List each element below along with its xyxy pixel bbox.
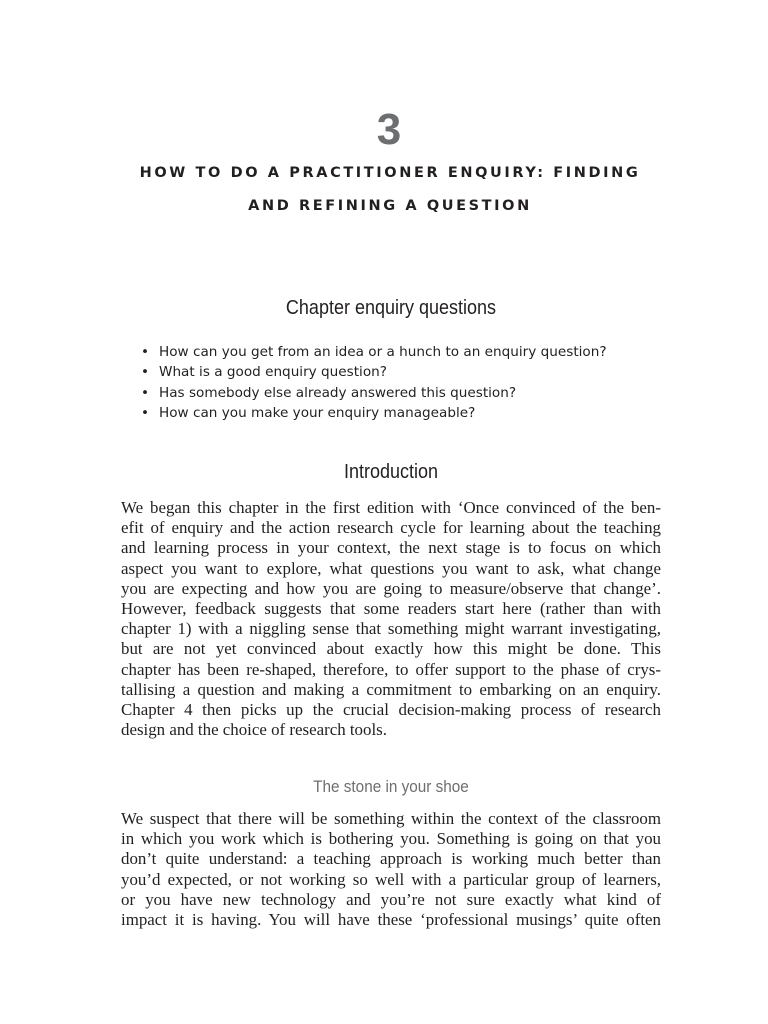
text-line: don’t quite understand: a teaching approach is working much better than — [121, 849, 661, 869]
enquiry-questions-heading: Chapter enquiry questions — [285, 297, 497, 319]
text-line: in which you work which is bothering you. Something is going on that you — [121, 829, 661, 849]
bullet-icon: • — [141, 364, 150, 381]
chapter-number: 3 — [376, 105, 402, 154]
list-item — [139, 342, 659, 362]
text-line: you are expecting and how you are going to measure/observe that change’. — [121, 578, 661, 598]
bullet-icon: • — [141, 344, 150, 360]
list-item — [139, 362, 659, 382]
text-line: you’d expected, or not working so well with a particular group of learners, — [121, 869, 661, 889]
bullet-icon: • — [141, 404, 150, 421]
list-item-text: How can you make your enquiry manageable? — [159, 404, 476, 421]
text-line: impact it is having. You will have these ‘professional musings’ quite often — [121, 910, 661, 930]
stone-in-shoe-paragraph — [121, 809, 661, 930]
text-line: design and the choice of research tools. — [121, 720, 387, 740]
text-line: aspect you want to explore, what questions you want to ask, what change — [121, 558, 661, 578]
introduction-paragraph — [121, 498, 661, 740]
list-item — [139, 383, 659, 403]
text-line: chapter 1) with a niggling sense that something might warrant investigating, — [121, 619, 661, 639]
text-line: but are not yet convinced about exactly how this might be done. This — [121, 639, 661, 659]
text-line: We suspect that there will be something within the context of the classroom — [121, 809, 661, 828]
text-line: chapter has been re-shaped, therefore, to offer support to the phase of crys- — [121, 659, 661, 679]
text-line: Chapter 4 then picks up the crucial decision-making process of research — [121, 700, 661, 720]
text-line: efit of enquiry and the action research cycle for learning about the teaching — [121, 518, 661, 538]
list-item-text: How can you get from an idea or a hunch to an enquiry question? — [159, 344, 607, 360]
chapter-title — [120, 157, 660, 223]
stone-in-shoe-heading: The stone in your shoe — [313, 777, 469, 796]
list-item-text: What is a good enquiry question? — [159, 364, 387, 381]
bullet-icon: • — [141, 384, 150, 401]
list-item-text: Has somebody else already answered this question? — [159, 384, 517, 401]
enquiry-questions-list — [139, 342, 659, 423]
introduction-heading: Introduction — [343, 461, 439, 483]
text-line: and learning process in your context, the next stage is to focus on which — [121, 538, 661, 558]
text-line: However, feedback suggests that some readers start here (rather than with — [121, 599, 661, 619]
chapter-title-line-1: HOW TO DO A PRACTITIONER ENQUIRY: FINDING — [139, 165, 641, 181]
text-line: tallising a question and making a commitment to embarking on an enquiry. — [121, 679, 661, 699]
text-line: We began this chapter in the first edition with ‘Once convinced of the ben- — [121, 498, 661, 517]
chapter-title-line-2: AND REFINING A QUESTION — [248, 198, 532, 214]
text-line: or you have new technology and you’re not sure exactly what kind of — [121, 889, 661, 909]
list-item — [139, 403, 659, 423]
